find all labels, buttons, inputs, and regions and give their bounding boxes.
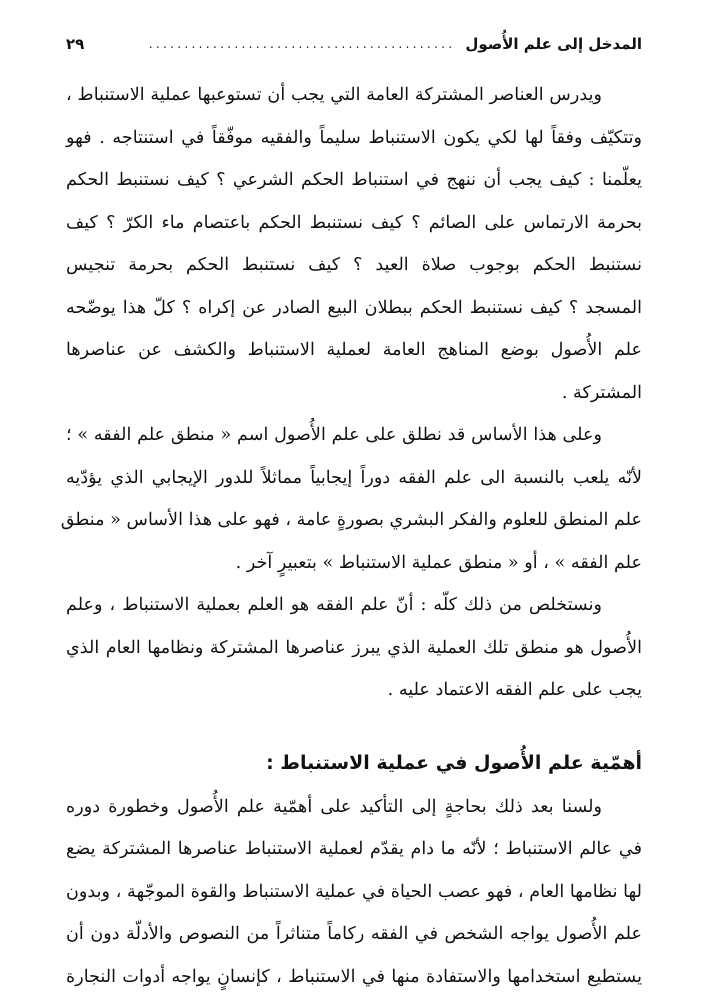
- text-line: المشتركة .: [66, 372, 642, 415]
- header-dot-leader: ...........................................: [94, 37, 455, 52]
- text-line: علم الأُصول بوضع المناهج العامة لعملية الاستنباط والكشف عن عناصرها: [66, 329, 642, 372]
- header-title: المدخل إلى علم الأُصول: [465, 35, 642, 53]
- text-line: علم الأُصول يواجه الشخص في الفقه ركاماً متناثراً من النصوص والأدلّة دون أن: [66, 913, 642, 956]
- text-line: بحرمة الارتماس على الصائم ؟ كيف نستنبط الحكم باعتصام ماء الكرّ ؟ كيف: [66, 202, 642, 245]
- text-line: نستنبط الحكم بوجوب صلاة العيد ؟ كيف نستنبط الحكم بحرمة تنجيس: [66, 244, 642, 287]
- text-line: ونستخلص من ذلك كلّه : أنّ علم الفقه هو العلم بعملية الاستنباط ، وعلم: [66, 584, 642, 627]
- text-line: لأنّه يلعب بالنسبة الى علم الفقه دوراً إيجابياً مماثلاً للدور الإيجابي الذي يؤدّيه: [66, 457, 642, 500]
- text-line: ويدرس العناصر المشتركة العامة التي يجب أن تستوعبها عملية الاستنباط ،: [66, 74, 642, 117]
- running-header: [66, 30, 642, 58]
- paragraph-1: [66, 74, 642, 414]
- text-line: المسجد ؟ كيف نستنبط الحكم ببطلان البيع الصادر عن إكراه ؟ كلّ هذا يوضّحه: [66, 287, 642, 330]
- text-line: الأُصول هو منطق تلك العملية الذي يبرز عناصرها المشتركة ونظامها العام الذي: [66, 627, 642, 670]
- paragraph-2: [66, 414, 642, 584]
- text-line: في عالم الاستنباط ؛ لأنّه ما دام يقدّم لعملية الاستنباط عناصرها المشتركة يضع: [66, 828, 642, 871]
- section-heading: أهمّية علم الأُصول في عملية الاستنباط :: [66, 740, 642, 786]
- text-line: يعلّمنا : كيف يجب أن ننهج في استنباط الحكم الشرعي ؟ كيف نستنبط الحكم: [66, 159, 642, 202]
- section-spacer: [66, 712, 642, 740]
- text-line: لها نظامها العام ، فهو عصب الحياة في عملية الاستنباط والقوة الموجّهة ، وبدون: [66, 871, 642, 914]
- text-line: علم المنطق للعلوم والفكر البشري بصورةٍ عامة ، فهو على هذا الأساس « منطق: [66, 499, 642, 542]
- text-line: يجب على علم الفقه الاعتماد عليه .: [66, 669, 642, 712]
- page-number: ٢٩: [66, 35, 84, 53]
- text-line: وعلى هذا الأساس قد نطلق على علم الأُصول اسم « منطق علم الفقه » ؛: [66, 414, 642, 457]
- text-line: ولسنا بعد ذلك بحاجةٍ إلى التأكيد على أهمّية علم الأُصول وخطورة دوره: [66, 786, 642, 829]
- text-line: علم الفقه » ، أو « منطق عملية الاستنباط » بتعبيرٍ آخر .: [66, 542, 642, 585]
- text-line: وتتكيّف وفقاً لها لكي يكون الاستنباط سليماً والفقيه موفّقاً في استنتاجه . فهو: [66, 117, 642, 160]
- page-body: [66, 74, 642, 998]
- text-line: يستطيع استخدامها والاستفادة منها في الاستنباط ، كإنسانٍ يواجه أدوات النجارة: [66, 956, 642, 998]
- section-paragraph: [66, 786, 642, 998]
- paragraph-3: [66, 584, 642, 712]
